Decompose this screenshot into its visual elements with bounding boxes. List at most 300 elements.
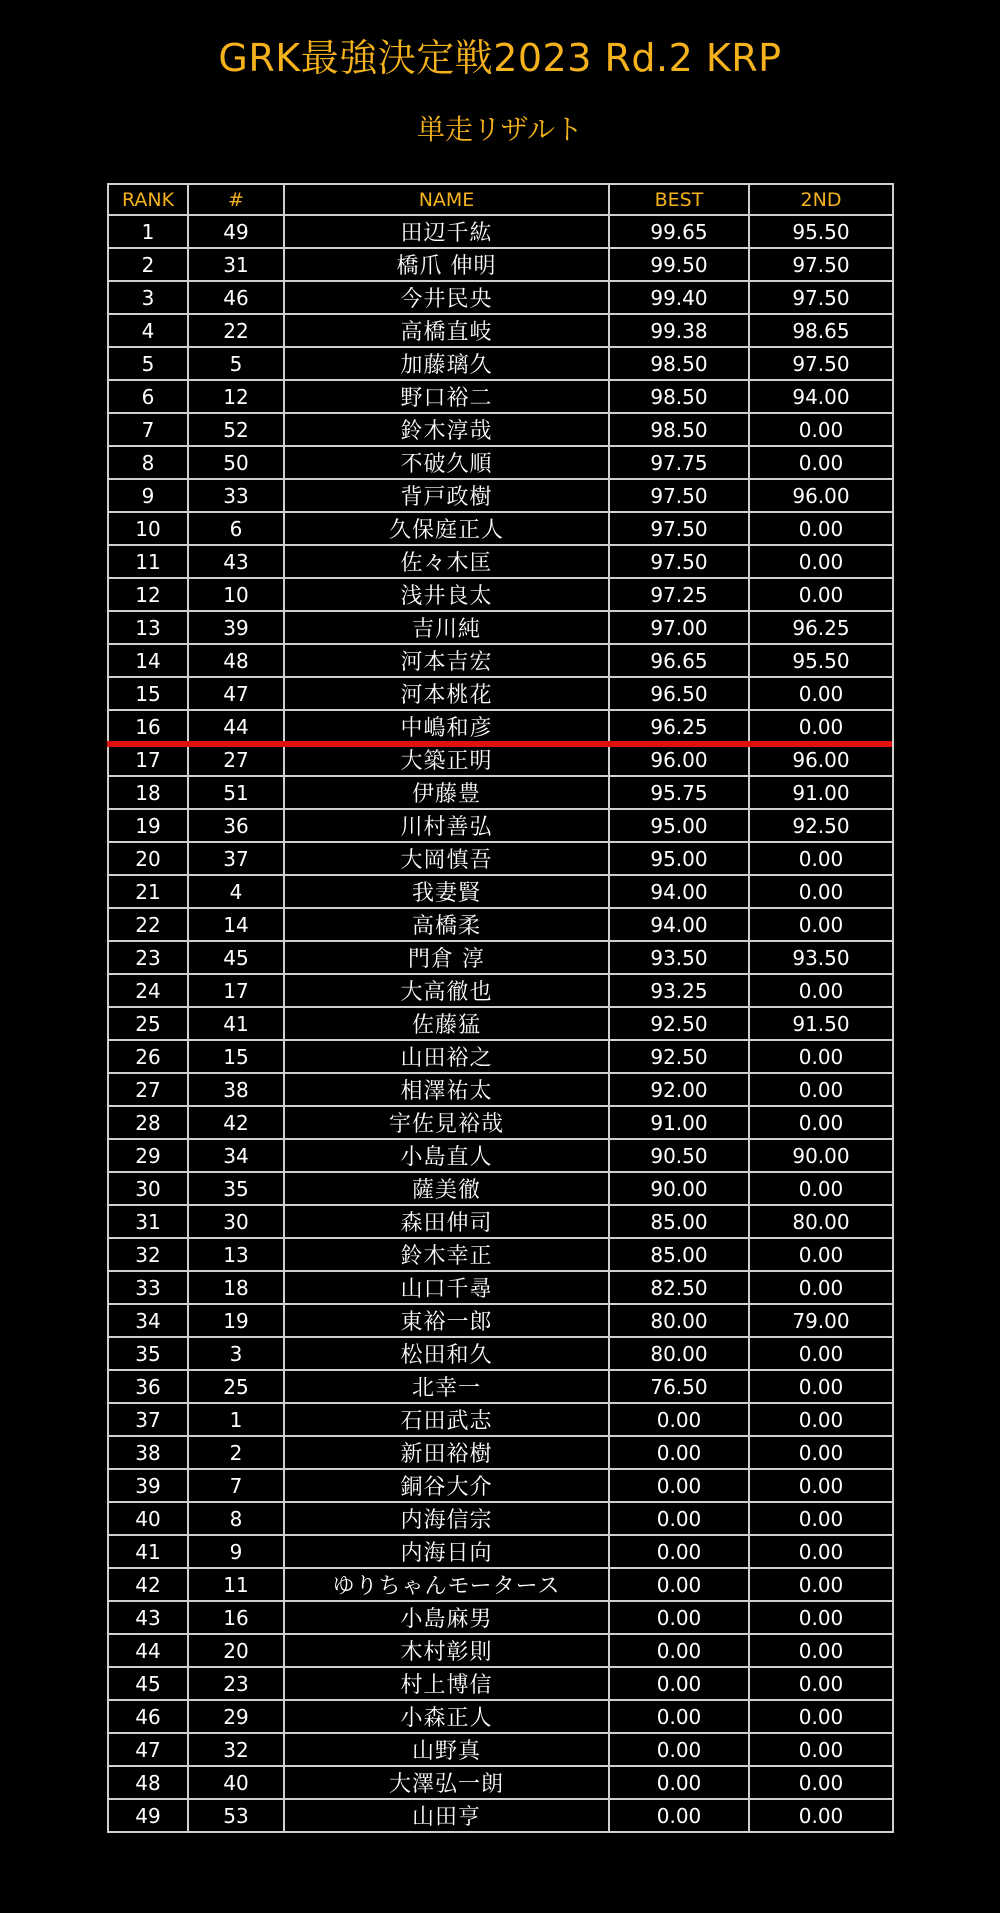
best-score-cell: 97.25 <box>609 578 749 611</box>
second-score-cell: 0.00 <box>749 413 893 446</box>
second-score-cell: 0.00 <box>749 1238 893 1271</box>
rank-cell: 14 <box>108 644 188 677</box>
car-number-cell: 46 <box>188 281 284 314</box>
second-score-cell: 0.00 <box>749 1073 893 1106</box>
rank-cell: 34 <box>108 1304 188 1337</box>
rank-cell: 3 <box>108 281 188 314</box>
rank-cell: 41 <box>108 1535 188 1568</box>
second-score-cell: 0.00 <box>749 1271 893 1304</box>
second-score-cell: 0.00 <box>749 512 893 545</box>
car-number-cell: 2 <box>188 1436 284 1469</box>
second-score-cell: 0.00 <box>749 974 893 1007</box>
column-header-best: BEST <box>609 184 749 215</box>
best-score-cell: 0.00 <box>609 1436 749 1469</box>
rank-cell: 43 <box>108 1601 188 1634</box>
car-number-cell: 12 <box>188 380 284 413</box>
car-number-cell: 7 <box>188 1469 284 1502</box>
name-cell: 大築正明 <box>284 743 609 776</box>
best-score-cell: 99.65 <box>609 215 749 248</box>
name-cell: 今井民央 <box>284 281 609 314</box>
name-cell: 宇佐見裕哉 <box>284 1106 609 1139</box>
second-score-cell: 96.25 <box>749 611 893 644</box>
name-cell: 石田武志 <box>284 1403 609 1436</box>
table-row <box>108 1436 893 1469</box>
name-cell: 背戸政樹 <box>284 479 609 512</box>
table-row <box>108 908 893 941</box>
name-cell: 木村彰則 <box>284 1634 609 1667</box>
second-score-cell: 96.00 <box>749 479 893 512</box>
second-score-cell: 0.00 <box>749 1370 893 1403</box>
car-number-cell: 11 <box>188 1568 284 1601</box>
second-score-cell: 92.50 <box>749 809 893 842</box>
rank-cell: 30 <box>108 1172 188 1205</box>
second-score-cell: 0.00 <box>749 1469 893 1502</box>
car-number-cell: 27 <box>188 743 284 776</box>
name-cell: 北幸一 <box>284 1370 609 1403</box>
second-score-cell: 0.00 <box>749 1634 893 1667</box>
table-row <box>108 776 893 809</box>
rank-cell: 31 <box>108 1205 188 1238</box>
car-number-cell: 20 <box>188 1634 284 1667</box>
second-score-cell: 0.00 <box>749 1700 893 1733</box>
rank-cell: 28 <box>108 1106 188 1139</box>
car-number-cell: 44 <box>188 710 284 743</box>
rank-cell: 13 <box>108 611 188 644</box>
table-row <box>108 248 893 281</box>
table-row <box>108 1139 893 1172</box>
rank-cell: 23 <box>108 941 188 974</box>
table-row <box>108 578 893 611</box>
rank-cell: 15 <box>108 677 188 710</box>
second-score-cell: 0.00 <box>749 1172 893 1205</box>
car-number-cell: 53 <box>188 1799 284 1832</box>
car-number-cell: 4 <box>188 875 284 908</box>
table-row <box>108 1403 893 1436</box>
name-cell: 大高徹也 <box>284 974 609 1007</box>
table-row <box>108 1073 893 1106</box>
column-header-number: # <box>188 184 284 215</box>
table-row <box>108 875 893 908</box>
second-score-cell: 0.00 <box>749 1733 893 1766</box>
table-row <box>108 1601 893 1634</box>
table-row <box>108 974 893 1007</box>
rank-cell: 24 <box>108 974 188 1007</box>
car-number-cell: 52 <box>188 413 284 446</box>
best-score-cell: 0.00 <box>609 1766 749 1799</box>
best-score-cell: 76.50 <box>609 1370 749 1403</box>
name-cell: 田辺千紘 <box>284 215 609 248</box>
second-score-cell: 95.50 <box>749 644 893 677</box>
car-number-cell: 49 <box>188 215 284 248</box>
rank-cell: 36 <box>108 1370 188 1403</box>
name-cell: 山田裕之 <box>284 1040 609 1073</box>
rank-cell: 44 <box>108 1634 188 1667</box>
table-row <box>108 215 893 248</box>
best-score-cell: 92.00 <box>609 1073 749 1106</box>
second-score-cell: 93.50 <box>749 941 893 974</box>
rank-cell: 48 <box>108 1766 188 1799</box>
rank-cell: 20 <box>108 842 188 875</box>
name-cell: 銅谷大介 <box>284 1469 609 1502</box>
table-row <box>108 644 893 677</box>
best-score-cell: 95.00 <box>609 809 749 842</box>
second-score-cell: 0.00 <box>749 677 893 710</box>
name-cell: 小島麻男 <box>284 1601 609 1634</box>
second-score-cell: 0.00 <box>749 1502 893 1535</box>
name-cell: 大澤弘一朗 <box>284 1766 609 1799</box>
best-score-cell: 90.00 <box>609 1172 749 1205</box>
table-row <box>108 1766 893 1799</box>
table-row <box>108 479 893 512</box>
table-row <box>108 281 893 314</box>
table-row <box>108 743 893 776</box>
name-cell: 橋爪 伸明 <box>284 248 609 281</box>
second-score-cell: 90.00 <box>749 1139 893 1172</box>
car-number-cell: 8 <box>188 1502 284 1535</box>
best-score-cell: 99.40 <box>609 281 749 314</box>
rank-cell: 27 <box>108 1073 188 1106</box>
car-number-cell: 13 <box>188 1238 284 1271</box>
name-cell: 村上博信 <box>284 1667 609 1700</box>
best-score-cell: 92.50 <box>609 1007 749 1040</box>
rank-cell: 26 <box>108 1040 188 1073</box>
second-score-cell: 0.00 <box>749 1766 893 1799</box>
second-score-cell: 0.00 <box>749 446 893 479</box>
second-score-cell: 0.00 <box>749 1403 893 1436</box>
car-number-cell: 14 <box>188 908 284 941</box>
rank-cell: 5 <box>108 347 188 380</box>
car-number-cell: 33 <box>188 479 284 512</box>
table-row <box>108 545 893 578</box>
name-cell: 門倉 淳 <box>284 941 609 974</box>
table-row <box>108 1205 893 1238</box>
car-number-cell: 39 <box>188 611 284 644</box>
best-score-cell: 85.00 <box>609 1205 749 1238</box>
name-cell: 久保庭正人 <box>284 512 609 545</box>
name-cell: 高橋柔 <box>284 908 609 941</box>
car-number-cell: 22 <box>188 314 284 347</box>
car-number-cell: 18 <box>188 1271 284 1304</box>
rank-cell: 8 <box>108 446 188 479</box>
car-number-cell: 50 <box>188 446 284 479</box>
best-score-cell: 0.00 <box>609 1799 749 1832</box>
table-row <box>108 941 893 974</box>
best-score-cell: 96.65 <box>609 644 749 677</box>
table-row <box>108 842 893 875</box>
second-score-cell: 97.50 <box>749 347 893 380</box>
rank-cell: 49 <box>108 1799 188 1832</box>
second-score-cell: 0.00 <box>749 1337 893 1370</box>
car-number-cell: 15 <box>188 1040 284 1073</box>
rank-cell: 16 <box>108 710 188 743</box>
name-cell: ゆりちゃんモータース <box>284 1568 609 1601</box>
second-score-cell: 0.00 <box>749 1040 893 1073</box>
best-score-cell: 85.00 <box>609 1238 749 1271</box>
rank-cell: 12 <box>108 578 188 611</box>
results-table <box>107 183 894 1833</box>
car-number-cell: 42 <box>188 1106 284 1139</box>
name-cell: 森田伸司 <box>284 1205 609 1238</box>
rank-cell: 37 <box>108 1403 188 1436</box>
table-row <box>108 380 893 413</box>
best-score-cell: 0.00 <box>609 1634 749 1667</box>
car-number-cell: 17 <box>188 974 284 1007</box>
table-row <box>108 809 893 842</box>
best-score-cell: 97.00 <box>609 611 749 644</box>
best-score-cell: 98.50 <box>609 380 749 413</box>
table-row <box>108 1535 893 1568</box>
name-cell: 東裕一郎 <box>284 1304 609 1337</box>
best-score-cell: 0.00 <box>609 1700 749 1733</box>
name-cell: 大岡慎吾 <box>284 842 609 875</box>
rank-cell: 42 <box>108 1568 188 1601</box>
table-row <box>108 1502 893 1535</box>
best-score-cell: 97.50 <box>609 512 749 545</box>
rank-cell: 40 <box>108 1502 188 1535</box>
name-cell: 河本桃花 <box>284 677 609 710</box>
second-score-cell: 0.00 <box>749 1436 893 1469</box>
best-score-cell: 92.50 <box>609 1040 749 1073</box>
car-number-cell: 3 <box>188 1337 284 1370</box>
rank-cell: 33 <box>108 1271 188 1304</box>
car-number-cell: 16 <box>188 1601 284 1634</box>
table-row <box>108 1172 893 1205</box>
car-number-cell: 10 <box>188 578 284 611</box>
best-score-cell: 93.25 <box>609 974 749 1007</box>
table-row <box>108 446 893 479</box>
rank-cell: 9 <box>108 479 188 512</box>
best-score-cell: 93.50 <box>609 941 749 974</box>
best-score-cell: 0.00 <box>609 1667 749 1700</box>
second-score-cell: 97.50 <box>749 281 893 314</box>
car-number-cell: 37 <box>188 842 284 875</box>
name-cell: 松田和久 <box>284 1337 609 1370</box>
second-score-cell: 91.50 <box>749 1007 893 1040</box>
best-score-cell: 98.50 <box>609 347 749 380</box>
rank-cell: 10 <box>108 512 188 545</box>
rank-cell: 17 <box>108 743 188 776</box>
table-row <box>108 677 893 710</box>
second-score-cell: 0.00 <box>749 545 893 578</box>
car-number-cell: 35 <box>188 1172 284 1205</box>
name-cell: 佐藤猛 <box>284 1007 609 1040</box>
table-row <box>108 1337 893 1370</box>
table-row <box>108 1007 893 1040</box>
table-row <box>108 1370 893 1403</box>
name-cell: 佐々木匡 <box>284 545 609 578</box>
table-row <box>108 710 893 743</box>
name-cell: 野口裕二 <box>284 380 609 413</box>
second-score-cell: 0.00 <box>749 1601 893 1634</box>
table-row <box>108 1667 893 1700</box>
second-score-cell: 0.00 <box>749 710 893 743</box>
car-number-cell: 51 <box>188 776 284 809</box>
rank-cell: 25 <box>108 1007 188 1040</box>
best-score-cell: 90.50 <box>609 1139 749 1172</box>
best-score-cell: 94.00 <box>609 875 749 908</box>
car-number-cell: 19 <box>188 1304 284 1337</box>
name-cell: 伊藤豊 <box>284 776 609 809</box>
name-cell: 薩美徹 <box>284 1172 609 1205</box>
name-cell: 相澤祐太 <box>284 1073 609 1106</box>
table-row <box>108 347 893 380</box>
car-number-cell: 31 <box>188 248 284 281</box>
table-row <box>108 1568 893 1601</box>
table-row <box>108 1634 893 1667</box>
second-score-cell: 98.65 <box>749 314 893 347</box>
car-number-cell: 48 <box>188 644 284 677</box>
best-score-cell: 99.38 <box>609 314 749 347</box>
rank-cell: 6 <box>108 380 188 413</box>
best-score-cell: 80.00 <box>609 1337 749 1370</box>
page-title: GRK最強決定戦2023 Rd.2 KRP <box>218 36 782 80</box>
car-number-cell: 38 <box>188 1073 284 1106</box>
car-number-cell: 29 <box>188 1700 284 1733</box>
rank-cell: 2 <box>108 248 188 281</box>
second-score-cell: 0.00 <box>749 875 893 908</box>
rank-cell: 18 <box>108 776 188 809</box>
best-score-cell: 98.50 <box>609 413 749 446</box>
best-score-cell: 80.00 <box>609 1304 749 1337</box>
name-cell: 小森正人 <box>284 1700 609 1733</box>
second-score-cell: 79.00 <box>749 1304 893 1337</box>
rank-cell: 39 <box>108 1469 188 1502</box>
rank-cell: 4 <box>108 314 188 347</box>
column-header-2nd: 2ND <box>749 184 893 215</box>
second-score-cell: 0.00 <box>749 1799 893 1832</box>
rank-cell: 45 <box>108 1667 188 1700</box>
rank-cell: 35 <box>108 1337 188 1370</box>
car-number-cell: 47 <box>188 677 284 710</box>
name-cell: 山田亨 <box>284 1799 609 1832</box>
rank-cell: 21 <box>108 875 188 908</box>
second-score-cell: 96.00 <box>749 743 893 776</box>
best-score-cell: 96.25 <box>609 710 749 743</box>
best-score-cell: 82.50 <box>609 1271 749 1304</box>
name-cell: 内海日向 <box>284 1535 609 1568</box>
rank-cell: 38 <box>108 1436 188 1469</box>
car-number-cell: 40 <box>188 1766 284 1799</box>
car-number-cell: 43 <box>188 545 284 578</box>
car-number-cell: 36 <box>188 809 284 842</box>
name-cell: 中嶋和彦 <box>284 710 609 743</box>
table-row <box>108 413 893 446</box>
name-cell: 鈴木幸正 <box>284 1238 609 1271</box>
page-subtitle: 単走リザルト <box>416 113 584 146</box>
rank-cell: 47 <box>108 1733 188 1766</box>
name-cell: 浅井良太 <box>284 578 609 611</box>
table-row <box>108 611 893 644</box>
table-row <box>108 1040 893 1073</box>
second-score-cell: 0.00 <box>749 842 893 875</box>
name-cell: 高橋直岐 <box>284 314 609 347</box>
name-cell: 山口千尋 <box>284 1271 609 1304</box>
second-score-cell: 0.00 <box>749 1106 893 1139</box>
column-header-rank: RANK <box>108 184 188 215</box>
rank-cell: 22 <box>108 908 188 941</box>
second-score-cell: 80.00 <box>749 1205 893 1238</box>
table-row <box>108 1106 893 1139</box>
second-score-cell: 0.00 <box>749 578 893 611</box>
table-row <box>108 1700 893 1733</box>
best-score-cell: 97.50 <box>609 479 749 512</box>
table-row <box>108 512 893 545</box>
table-row <box>108 1799 893 1832</box>
rank-cell: 19 <box>108 809 188 842</box>
best-score-cell: 99.50 <box>609 248 749 281</box>
second-score-cell: 0.00 <box>749 1568 893 1601</box>
name-cell: 不破久順 <box>284 446 609 479</box>
car-number-cell: 34 <box>188 1139 284 1172</box>
name-cell: 山野真 <box>284 1733 609 1766</box>
best-score-cell: 95.75 <box>609 776 749 809</box>
rank-cell: 7 <box>108 413 188 446</box>
best-score-cell: 0.00 <box>609 1568 749 1601</box>
rank-cell: 46 <box>108 1700 188 1733</box>
best-score-cell: 97.75 <box>609 446 749 479</box>
second-score-cell: 95.50 <box>749 215 893 248</box>
second-score-cell: 0.00 <box>749 1667 893 1700</box>
name-cell: 鈴木淳哉 <box>284 413 609 446</box>
car-number-cell: 23 <box>188 1667 284 1700</box>
best-score-cell: 0.00 <box>609 1601 749 1634</box>
name-cell: 新田裕樹 <box>284 1436 609 1469</box>
car-number-cell: 45 <box>188 941 284 974</box>
second-score-cell: 0.00 <box>749 908 893 941</box>
table-row <box>108 1271 893 1304</box>
car-number-cell: 6 <box>188 512 284 545</box>
car-number-cell: 32 <box>188 1733 284 1766</box>
second-score-cell: 91.00 <box>749 776 893 809</box>
car-number-cell: 41 <box>188 1007 284 1040</box>
name-cell: 河本吉宏 <box>284 644 609 677</box>
column-header-name: NAME <box>284 184 609 215</box>
name-cell: 加藤璃久 <box>284 347 609 380</box>
best-score-cell: 0.00 <box>609 1403 749 1436</box>
table-row <box>108 314 893 347</box>
name-cell: 内海信宗 <box>284 1502 609 1535</box>
car-number-cell: 25 <box>188 1370 284 1403</box>
name-cell: 我妻賢 <box>284 875 609 908</box>
table-row <box>108 1469 893 1502</box>
car-number-cell: 5 <box>188 347 284 380</box>
car-number-cell: 30 <box>188 1205 284 1238</box>
best-score-cell: 91.00 <box>609 1106 749 1139</box>
best-score-cell: 0.00 <box>609 1733 749 1766</box>
name-cell: 吉川純 <box>284 611 609 644</box>
table-row <box>108 1733 893 1766</box>
best-score-cell: 0.00 <box>609 1535 749 1568</box>
car-number-cell: 9 <box>188 1535 284 1568</box>
best-score-cell: 96.00 <box>609 743 749 776</box>
second-score-cell: 0.00 <box>749 1535 893 1568</box>
name-cell: 小島直人 <box>284 1139 609 1172</box>
rank-cell: 29 <box>108 1139 188 1172</box>
best-score-cell: 0.00 <box>609 1469 749 1502</box>
rank-cell: 1 <box>108 215 188 248</box>
best-score-cell: 96.50 <box>609 677 749 710</box>
best-score-cell: 97.50 <box>609 545 749 578</box>
second-score-cell: 94.00 <box>749 380 893 413</box>
car-number-cell: 1 <box>188 1403 284 1436</box>
name-cell: 川村善弘 <box>284 809 609 842</box>
table-row <box>108 1304 893 1337</box>
best-score-cell: 0.00 <box>609 1502 749 1535</box>
table-header-row <box>108 184 893 215</box>
second-score-cell: 97.50 <box>749 248 893 281</box>
qualifying-cutoff-line <box>107 741 892 747</box>
results-body <box>108 215 893 1832</box>
